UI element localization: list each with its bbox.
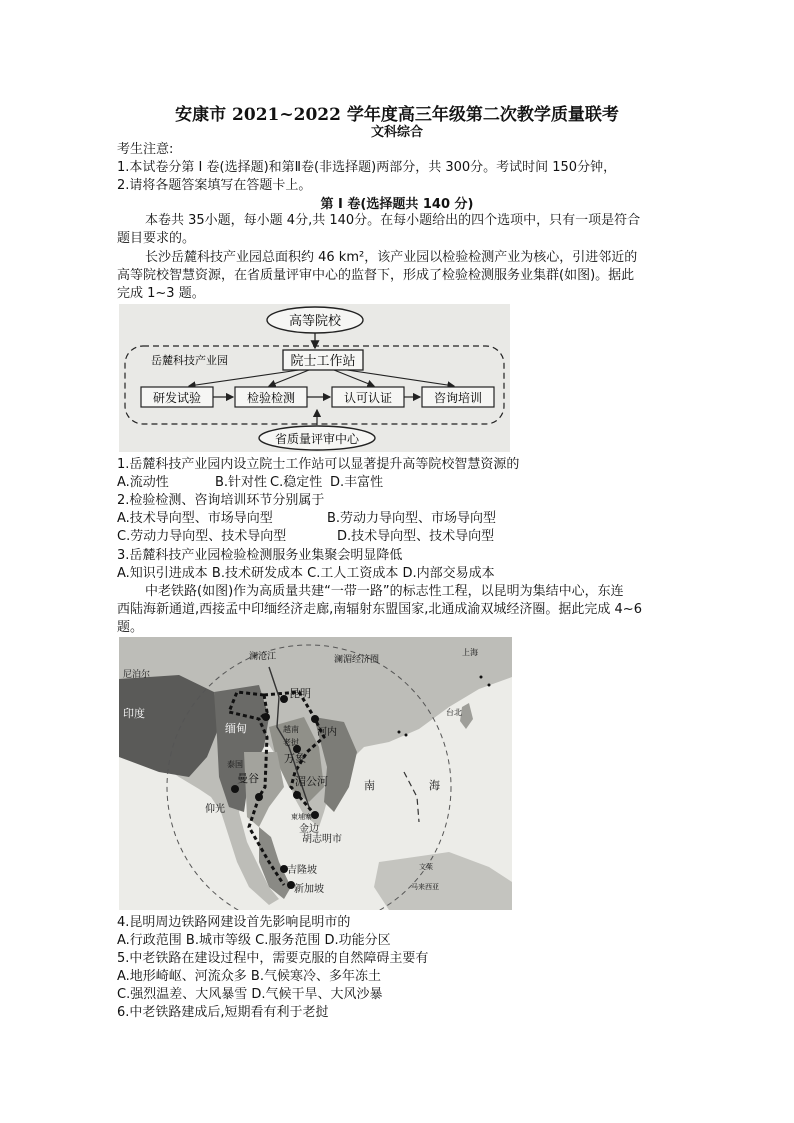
city-dot [280,695,288,703]
city-dot [311,715,319,723]
passage-text: 长沙岳麓科技产业园总面积约 46 km²，该产业园以检验检测产业为核心，引进邻近的 [145,250,638,265]
notes-item: 2.请将各题答案填写在答题卡上。 [117,178,312,193]
node-label: 咨询培训 [433,391,483,405]
option-d: D.技术导向型、技术导向型 [337,529,495,544]
park-label: 岳麓科技产业园 [151,354,228,367]
map-label: 泰国 [227,760,243,769]
map-label: 老挝 [283,738,299,747]
center-node-label: 院士工作站 [290,354,356,369]
bottom-node-label: 省质量评审中心 [274,432,360,446]
option-a: A.技术导向型、市场导向型 [117,511,273,526]
city-dot [293,791,301,799]
question-options [117,474,383,492]
island-dot [488,684,491,687]
map-label: 文莱 [419,863,433,871]
map-label: 新加坡 [294,884,324,895]
island-dot [480,676,483,679]
section-intro: 本卷共 35小题，每小题 4分,共 140分。在每小题给出的四个选项中，只有一项是符合 [145,213,641,228]
map-label: 越南 [283,725,299,734]
map-label: 吉隆坡 [287,865,317,876]
map-label: 尼泊尔 [123,670,151,680]
map-label: 印度 [123,707,145,720]
question-stem: 2.检验检测、咨询培训环节分别属于 [117,493,325,508]
question-stem: 6.中老铁路建成后,短期看有利于老挝 [117,1005,329,1020]
map-label: 台北 [446,708,462,717]
node-label: 研发试验 [152,391,202,405]
option-c: C.劳动力导向型、技术导向型 [117,529,287,544]
passage-text: 西陆海新通道,西接孟中印缅经济走廊,南辐射东盟国家,北通成渝双城经济圈。据此完成 4~6 [117,602,642,617]
exam-title: 安康市 2021~2022 学年度高三年级第二次教学质量联考 [175,105,619,125]
option-b: B.劳动力导向型、市场导向型 [327,511,497,526]
map-label: 河内 [317,727,337,738]
question-options: A.行政范围 B.城市等级 C.服务范围 D.功能分区 [117,933,391,948]
section-heading: 第 I 卷(选择题共 140 分) [320,197,474,212]
question-options: A.地形崎岖、河流众多 B.气候寒冷、多年冻土 [117,969,381,984]
map-label: 马来西亚 [411,883,439,891]
island-dot [405,734,408,737]
city-dot [262,713,270,721]
map-label: 海 [429,779,440,792]
map-label: 昆明 [289,687,311,700]
question-options [117,528,494,546]
city-dot [311,811,319,819]
map-label: 曼谷 [237,772,259,785]
question-stem: 5.中老铁路在建设过程中，需要克服的自然障碍主要有 [117,951,429,966]
city-dot [255,793,263,801]
exam-subject: 文科综合 [370,125,423,140]
map-label: 湄公河 [295,775,328,788]
option-b: B.针对性 [215,475,268,490]
option-c: C.稳定性 [270,475,323,490]
map-label: 柬埔寨 [291,813,312,821]
map-label: 澜湄经济圈 [334,655,380,665]
map-label: 仰光 [205,804,225,815]
notes-heading: 考生注意: [117,142,174,157]
node-label: 认可认证 [343,391,393,405]
notes-item: 1.本试卷分第 I 卷(选择题)和第Ⅱ卷(非选择题)两部分，共 300分。考试时间 150分钟， [117,160,617,175]
map-label: 金边 [299,824,319,835]
question-options [117,510,496,528]
map-label: 南 [364,779,375,792]
question-stem: 4.昆明周边铁路网建设首先影响昆明市的 [117,915,351,930]
island-dot [398,731,401,734]
passage-text: 高等院校智慧资源，在省质量评审中心的监督下，形成了检验检测服务业集群(如图)。据此 [117,268,635,283]
map-label: 万象 [284,752,306,765]
node-label: 检验检测 [246,391,296,405]
passage-text: 完成 1~3 题。 [117,286,205,301]
city-dot [231,785,239,793]
option-a: A.流动性 [117,475,169,490]
passage-text: 中老铁路(如图)作为高质量共建“一带一路”的标志性工程，以昆明为集结中心，东连 [145,584,624,599]
map-label: 澜沧江 [249,652,277,662]
map-label: 胡志明市 [302,834,342,845]
option-d: D.丰富性 [330,475,384,490]
industry-cluster-diagram [119,304,510,452]
map-label: 上海 [462,648,478,657]
passage-text: 题。 [117,620,144,635]
railway-map [119,637,512,910]
question-options: A.知识引进成本 B.技术研发成本 C.工人工资成本 D.内部交易成本 [117,566,495,581]
question-stem: 1.岳麓科技产业园内设立院士工作站可以显著提升高等院校智慧资源的 [117,457,520,472]
question-options: C.强烈温差、大风暴雪 D.气候干旱、大风沙暴 [117,987,383,1002]
section-intro: 题目要求的。 [117,231,196,246]
top-node-label: 高等院校 [288,314,342,329]
map-label: 缅甸 [225,722,247,735]
question-stem: 3.岳麓科技产业园检验检测服务业集聚会明显降低 [117,548,403,563]
